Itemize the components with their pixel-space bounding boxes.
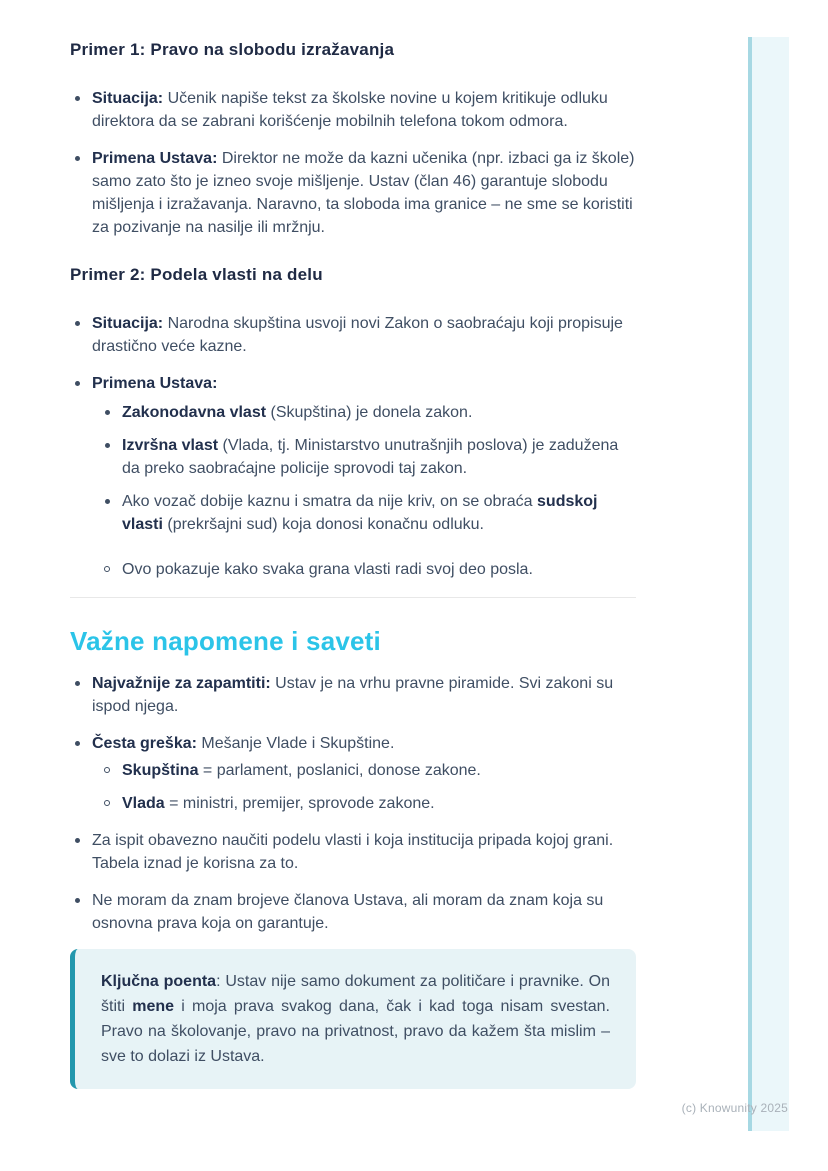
item-text: (prekršajni sud) koja donosi konačnu odluku.: [162, 516, 484, 533]
greska-sublist: [100, 759, 636, 815]
item-text: Ovo pokazuje kako svaka grana vlasti radi svoj deo posla.: [122, 561, 533, 578]
item-text: Učenik napiše tekst za školske novine u kojem kritikuje odluku direktora da se zabrani korišćenje mobilnih telefona tokom odmora.: [92, 90, 608, 130]
section-heading-primer2: Primer 2: Podela vlasti na delu: [70, 265, 323, 284]
sub-item-zakljucak: [100, 558, 636, 581]
sub-item-skupstina: [100, 759, 636, 782]
bullet-icon: [105, 499, 110, 504]
circle-bullet-icon: [104, 800, 110, 806]
list-item-za-ispit: [70, 829, 636, 875]
document-content: [70, 40, 636, 1089]
item-text: = parlament, poslanici, donose zakone.: [198, 762, 481, 779]
list-item-primena-1: [70, 147, 636, 239]
circle-bullet-icon: [104, 767, 110, 773]
item-text: = ministri, premijer, sprovode zakone.: [164, 795, 435, 812]
section-heading-napomene: Važne napomene i saveti: [70, 626, 381, 656]
item-label: Najvažnije za zapamtiti:: [92, 675, 271, 692]
key-point-label: Ključna poenta: [101, 973, 217, 990]
bullet-icon: [75, 381, 80, 386]
list-item-najvaznije: [70, 672, 636, 718]
section-divider: [70, 597, 636, 598]
circle-bullet-icon: [104, 566, 110, 572]
primena-sublist: [100, 401, 636, 581]
key-point-emphasis: mene: [132, 998, 175, 1015]
item-label: Zakonodavna vlast: [122, 404, 267, 421]
sub-item-vlada: [100, 792, 636, 815]
page-edge-stripe: [748, 37, 789, 1131]
sub-item-zakonodavna: [100, 401, 636, 424]
primer1-list: [70, 87, 636, 239]
bullet-icon: [75, 838, 80, 843]
primer2-list: [70, 312, 636, 581]
list-item-cesta-greska: [70, 732, 636, 815]
sub-item-izvrsna: [100, 434, 636, 480]
item-label: Vlada: [122, 795, 165, 812]
key-point-body-post: i moja prava svakog dana, čak i kad toga nisam svestan. Pravo na školovanje, pravo na privatnost, pravo da kažem šta mislim – sve to dolazi iz Ustava.: [101, 998, 610, 1065]
key-point-separator: :: [216, 973, 226, 990]
item-label: Situacija:: [92, 90, 164, 107]
item-label: Primena Ustava:: [92, 150, 218, 167]
item-text: Direktor ne može da kazni učenika (npr. izbaci ga iz škole) samo zato što je izneo svoje mišljenje. Ustav (član 46) garantuje slobodu mišljenja i izražavanja. Naravno, ta sloboda ima granice – ne sme se koristiti za pozivanje na nasilje ili mržnju.: [92, 150, 635, 236]
item-text: Narodna skupština usvoji novi Zakon o saobraćaju koji propisuje drastično veće kazne.: [92, 315, 623, 355]
item-text: Ako vozač dobije kaznu i smatra da nije kriv, on se obraća: [122, 493, 538, 510]
bullet-icon: [75, 681, 80, 686]
item-label: Česta greška:: [92, 735, 197, 752]
item-label: Izvršna vlast: [122, 437, 219, 454]
item-text: Mešanje Vlade i Skupštine.: [196, 735, 395, 752]
bullet-icon: [105, 443, 110, 448]
item-text: (Skupština) je donela zakon.: [266, 404, 473, 421]
bullet-icon: [75, 156, 80, 161]
item-text: Ustav je na vrhu pravne piramide. Svi zakoni su ispod njega.: [92, 675, 614, 715]
key-point-body-pre: Ustav nije samo dokument za političare i pravnike. On štiti: [101, 973, 610, 1015]
item-label: Skupština: [122, 762, 199, 779]
bullet-icon: [75, 898, 80, 903]
item-label: Primena Ustava:: [92, 375, 218, 392]
section-heading-primer1: Primer 1: Pravo na slobodu izražavanja: [70, 40, 395, 59]
item-label: Situacija:: [92, 315, 164, 332]
list-item-ne-moram: [70, 889, 636, 935]
list-item-primena-2: [70, 372, 636, 581]
copyright-note: (c) Knowunity 2025: [681, 1101, 788, 1115]
item-label: sudskoj vlasti: [122, 493, 598, 533]
bullet-icon: [75, 321, 80, 326]
item-text: (Vlada, tj. Ministarstvo unutrašnjih poslova) je zadužena da preko saobraćajne policije sprovodi taj zakon.: [122, 437, 619, 477]
key-point-text: [101, 969, 610, 1069]
bullet-icon: [105, 410, 110, 415]
item-text: Ne moram da znam brojeve članova Ustava, ali moram da znam koja su osnovna prava koja on garantuje.: [92, 892, 604, 932]
bullet-icon: [75, 96, 80, 101]
key-point-callout: [70, 949, 636, 1089]
item-text: Za ispit obavezno naučiti podelu vlasti i koja institucija pripada kojoj grani. Tabela iznad je korisna za to.: [92, 832, 614, 872]
sub-item-sudska: [100, 490, 636, 536]
bullet-icon: [75, 741, 80, 746]
list-item-situacija-2: [70, 312, 636, 358]
list-item-situacija-1: [70, 87, 636, 133]
napomene-list: [70, 672, 636, 935]
